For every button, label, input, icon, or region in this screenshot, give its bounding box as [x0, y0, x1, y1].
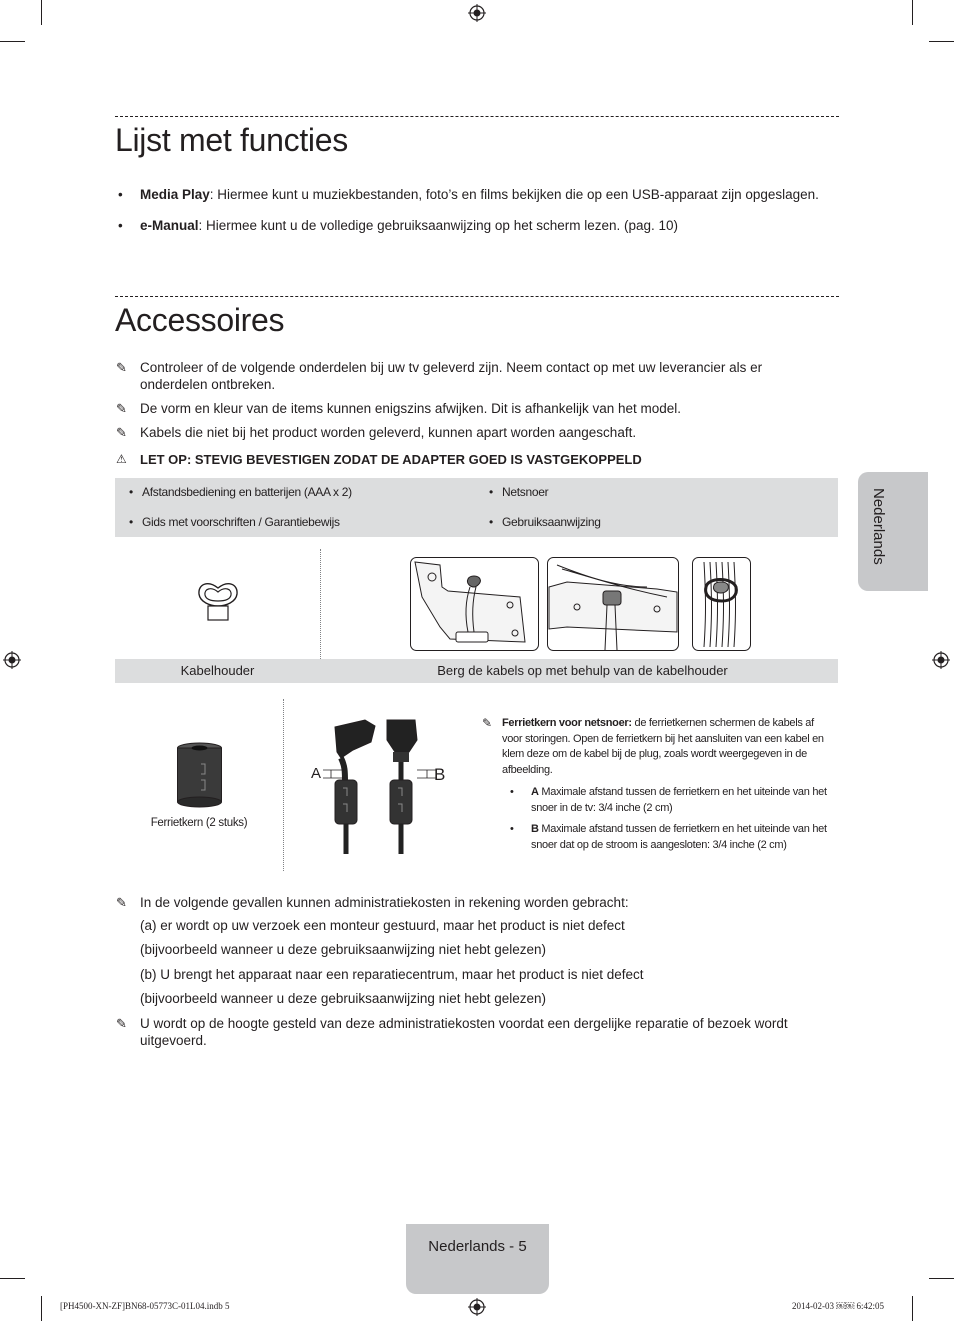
bullet-icon: •: [510, 823, 514, 835]
cable-storage-illustration-3: [692, 557, 751, 651]
cable-holder-caption: Kabelhouder: [180, 663, 255, 678]
note-text: De vorm en kleur van de items kunnen enigszins afwijken. Dit is afhankelijk van het model.: [140, 401, 682, 416]
accessory-label: Netsnoer: [502, 485, 549, 499]
ferrite-note-text: de ferrietkernen schermen de kabels af voor storingen. Open de ferrietkern bij het aansluiten van een kabel en klem deze om de kabel bij de plug, zoals wordt weergegeven in de afbeelding.: [502, 717, 824, 776]
ferrite-note-a-text: Maximale afstand tussen de ferrietkern en het uiteinde van het snoer in de tv: 3/4 inche (2 cm): [531, 786, 827, 814]
pencil-note-icon: ✎: [116, 425, 127, 440]
crop-mark: [41, 0, 42, 25]
ferrite-core-caption: Ferrietkern (2 stuks): [150, 817, 248, 829]
dimension-label-a: A: [311, 765, 322, 782]
feature-text: : Hiermee kunt u muziekbestanden, foto’s en films bekijken die op een USB-apparaat zijn opgeslagen.: [209, 187, 819, 202]
section-title-accessories: Accessoires: [115, 302, 285, 338]
note-text: Kabels die niet bij het product worden geleverd, kunnen apart worden aangeschaft.: [140, 425, 637, 440]
section-title-features: Lijst met functies: [115, 122, 348, 158]
admin-line: (bijvoorbeeld wanneer u deze gebruiksaanwijzing niet hebt gelezen): [140, 991, 547, 1006]
crop-mark: [0, 1278, 25, 1279]
note-text: U wordt op de hoogte gesteld van deze administratiekosten voordat een dergelijke reparatie of bezoek wordt uitgevoerd.: [140, 1016, 788, 1048]
crop-mark: [929, 41, 954, 42]
bullet-icon: •: [510, 786, 514, 798]
power-cable-ferrite-illustration: [305, 712, 455, 857]
accessory-label: Afstandsbediening en batterijen (AAA x 2): [142, 485, 352, 499]
ferrite-note-b-label: B: [531, 823, 539, 835]
page-number-label: Nederlands - 5: [428, 1238, 527, 1255]
admin-line: (bijvoorbeeld wanneer u deze gebruiksaanwijzing niet hebt gelezen): [140, 942, 547, 957]
feature-term: Media Play: [140, 187, 210, 202]
accessory-label: Gids met voorschriften / Garantiebewijs: [142, 515, 340, 529]
column-divider: [283, 699, 284, 871]
cable-storage-illustration-1: [410, 557, 539, 651]
pencil-note-icon: ✎: [116, 401, 127, 416]
page-number-tab: [406, 1224, 549, 1294]
bullet-icon: •: [118, 218, 123, 233]
warning-triangle-icon: ⚠: [116, 452, 127, 466]
ferrite-note-a-label: A: [531, 786, 539, 798]
accessory-item: • Gebruiksaanwijzing: [489, 515, 601, 529]
bullet-icon: •: [118, 187, 123, 202]
dimension-label-b: B: [434, 765, 446, 784]
accessory-item: • Netsnoer: [489, 485, 549, 499]
note-text: Controleer of de volgende onderdelen bij uw tv geleverd zijn. Neem contact op met uw leverancier als er onderdelen ontbreken.: [140, 360, 763, 392]
registration-mark-icon: [468, 4, 486, 22]
accessory-item: • Gids met voorschriften / Garantiebewijs: [129, 515, 340, 529]
ferrite-note-title: Ferrietkern voor netsnoer:: [502, 717, 632, 729]
pencil-note-icon: ✎: [482, 716, 492, 730]
accessory-item: • Afstandsbediening en batterijen (AAA x 2): [129, 485, 352, 499]
language-side-tab-label: Nederlands: [870, 488, 887, 565]
registration-mark-icon: [932, 651, 950, 669]
feature-term: e-Manual: [140, 218, 199, 233]
cable-storage-caption: Berg de kabels op met behulp van de kabelhouder: [437, 663, 728, 678]
ferrite-note-b-text: Maximale afstand tussen de ferrietkern en het uiteinde van het snoer dat op de stroom is aangesloten: 3/4 inche (2 cm): [531, 823, 827, 851]
ferrite-core-illustration: [175, 742, 224, 808]
crop-mark: [929, 1278, 954, 1279]
print-footer-left: [PH4500-XN-ZF]BN68-05773C-01L04.indb 5: [60, 1301, 230, 1311]
admin-line: (a) er wordt op uw verzoek een monteur gestuurd, maar het product is niet defect: [140, 918, 625, 933]
crop-mark: [912, 1296, 913, 1321]
crop-mark: [41, 1296, 42, 1321]
section-divider: [115, 296, 839, 297]
language-side-tab: [858, 472, 928, 591]
registration-mark-icon: [3, 651, 21, 669]
pencil-note-icon: ✎: [116, 895, 127, 910]
section-divider: [115, 116, 839, 117]
accessory-label: Gebruiksaanwijzing: [502, 515, 601, 529]
column-divider: [320, 549, 321, 659]
pencil-note-icon: ✎: [116, 1016, 127, 1031]
cable-storage-illustration-2: [547, 557, 679, 651]
registration-mark-icon: [468, 1298, 486, 1316]
caution-text: LET OP: STEVIG BEVESTIGEN ZODAT DE ADAPTER GOED IS VASTGEKOPPELD: [140, 452, 642, 467]
cable-holder-illustration: [194, 580, 242, 624]
feature-text: : Hiermee kunt u de volledige gebruiksaanwijzing op het scherm lezen. (pag. 10): [198, 218, 679, 233]
admin-line: (b) U brengt het apparaat naar een reparatiecentrum, maar het product is niet defect: [140, 967, 644, 982]
print-footer-right: 2014-02-03 ￼￼ 6:42:05: [792, 1301, 884, 1311]
pencil-note-icon: ✎: [116, 360, 127, 375]
crop-mark: [912, 0, 913, 25]
crop-mark: [0, 41, 25, 42]
note-text: In de volgende gevallen kunnen administratiekosten in rekening worden gebracht:: [140, 895, 629, 910]
